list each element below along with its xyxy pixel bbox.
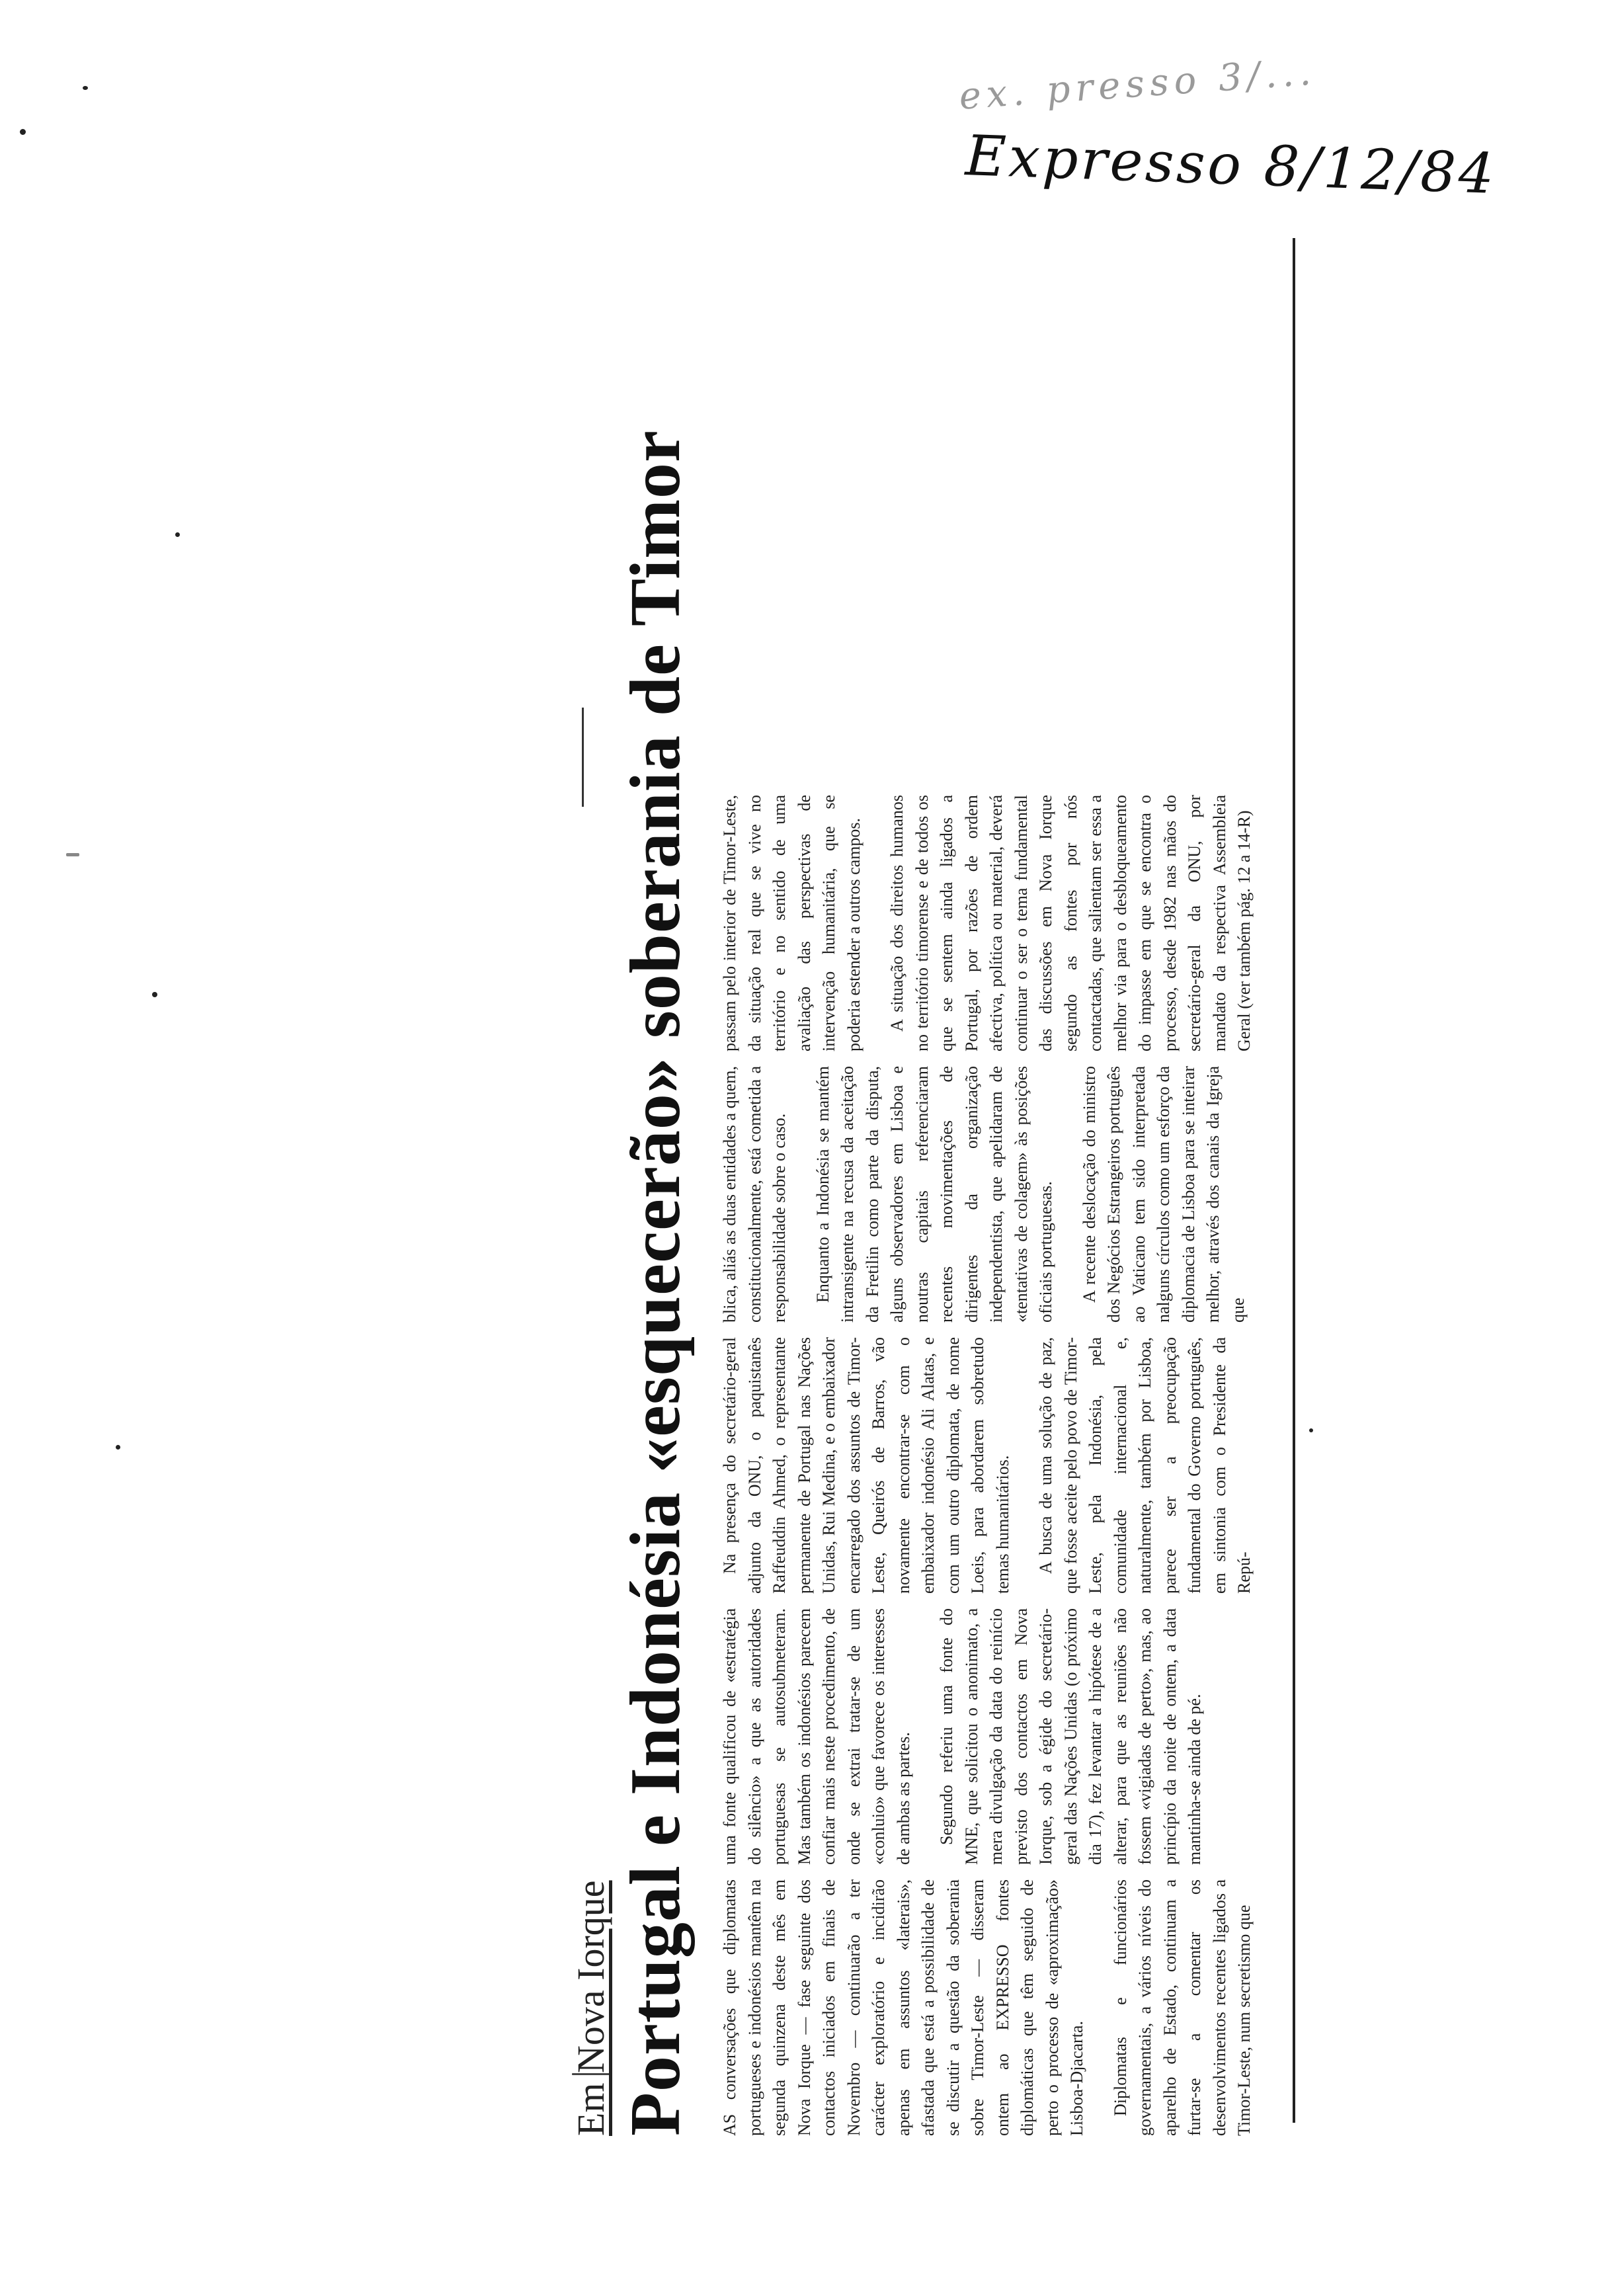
paragraph: Segundo referiu uma fonte do MNE, que solicitou o anonimato, a mera divulgação da data do reinício previsto dos contactos em Nova Iorque, sob a égide do secretário-geral das Nações Unidas (o próximo dia 17), fez levantar a hipótese de a alterar, para que as reuniões não fossem «vigiadas de perto», mas, ao princípio da noite de ontem, a data mantinha-se ainda de pé. bbox=[937, 1608, 1204, 1865]
paragraph: Na presença do secretário-geral adjunto da ONU, o paquistanês Raffeuddin Ahmed, o representante permanente de Portugal nas Nações Unidas, Rui Medina, e o embaixador encarregado dos assuntos de Timor-Leste, Queirós de Barros, vão novamente encontrar-se com o embaixador indonésio Ali Alatas, e com um outro diplomata, de nome Loeis, para abordarem sobretudo temas humanitários. bbox=[720, 1337, 1012, 1594]
paragraph: Diplomatas e funcionários governamentais, a vários níveis do aparelho de Estado, continuam a furtar-se a comentar os desenvolvimentos recentes ligados a Timor-Leste, num secretismo que bbox=[1110, 1879, 1254, 2136]
article-column-3 bbox=[717, 1337, 1286, 1594]
handwritten-source-date: Expresso 8/12/84 bbox=[964, 123, 1498, 206]
paragraph: AS conversações que diplomatas portugueses e indonésios mantêm na segunda quinzena deste mês em Nova Iorque — fase seguinte dos contactos iniciados em finais de Novembro — continuarão a ter carácter exploratório e incidirão apenas em assuntos «laterais», afastada que está a possibilidade de se discutir a questão da soberania sobre Timor-Leste — disseram ontem ao EXPRESSO fontes diplomáticas que têm seguido de perto o processo de «aproximação» Lisboa-Djacarta. bbox=[720, 1879, 1086, 2136]
paragraph: Enquanto a Indonésia se mantém intransigente na recusa da aceitação da Fretilin como parte da disputa, alguns observadores em Lisboa e noutras capitais referenciaram recentes movimentações de dirigentes da organização independentista, que apelidaram de «tentativas de colagem» às posições oficiais portuguesas. bbox=[813, 1066, 1055, 1323]
handwritten-note-faint: ex. presso 3/... bbox=[957, 50, 1318, 118]
article-body bbox=[717, 265, 1286, 2136]
scan-speck bbox=[1309, 1428, 1313, 1432]
paragraph: blica, aliás as duas entidades a quem, constitucionalmente, está cometida a responsabilidade sobre o caso. bbox=[720, 1066, 789, 1323]
scan-speck bbox=[20, 129, 26, 135]
article-column-4 bbox=[717, 1066, 1286, 1323]
paragraph: A busca de uma solução de paz, que fosse aceite pelo povo de Timor-Leste, pela Indonésia, pela comunidade internacional e, naturalmente, também por Lisboa, parece ser a preocupação fundamental do Governo português, em sintonia com o Presidente da Repú- bbox=[1036, 1337, 1254, 1594]
clipping-rotated-content bbox=[569, 231, 1303, 2136]
column-divider bbox=[582, 708, 584, 807]
article-headline: Portugal e Indonésia «esquecerão» soberania de Timor bbox=[616, 430, 695, 2136]
paragraph: A situação dos direitos humanos no território timorense e de todos os que se sentem ainda ligados a Portugal, por razões de ordem afectiva, política ou material, deverá continuar o ser o tema fundamental das discussões em Nova Iorque segundo as fontes por nós contactadas, que salientam ser essa a melhor via para o desbloqueamento do impasse em que se encontra o processo, desde 1982 nas mãos do secretário-geral da ONU, por mandato da respectiva Assembleia Geral (ver também pág. 12 a 14-R) bbox=[887, 795, 1254, 1051]
scan-speck bbox=[83, 86, 88, 90]
paragraph: A recente deslocação do ministro dos Negócios Estrangeiros português ao Vaticano tem sido interpretada nalguns círculos como um esforço da diplomacia de Lisboa para se inteirar melhor, através dos canais da Igreja que bbox=[1079, 1066, 1248, 1323]
bottom-rule bbox=[1293, 238, 1295, 2123]
scan-speck bbox=[116, 1445, 120, 1450]
article-column-1 bbox=[717, 1879, 1286, 2136]
paragraph: passam pelo interior de Timor-Leste, da situação real que se vive no território e no sentido de uma avaliação das perspectivas de intervenção humanitária, que se poderia estender a outros campos. bbox=[720, 795, 864, 1051]
scan-speck bbox=[66, 853, 79, 856]
paragraph: uma fonte qualificou de «estratégia do silêncio» a que as autoridades portuguesas se autosubmeteram. Mas também os indonésios parecem confiar mais neste procedimento, de onde se extrai tratar-se de um «conluio» que favorece os interesses de ambas as partes. bbox=[720, 1608, 913, 1865]
scan-speck bbox=[152, 992, 157, 997]
newspaper-clipping bbox=[569, 231, 1303, 2136]
article-column-5 bbox=[717, 795, 1286, 1051]
article-column-2 bbox=[717, 1608, 1286, 1865]
scan-speck bbox=[175, 532, 180, 537]
article-kicker: Em Nova Iorque bbox=[569, 1880, 612, 2136]
